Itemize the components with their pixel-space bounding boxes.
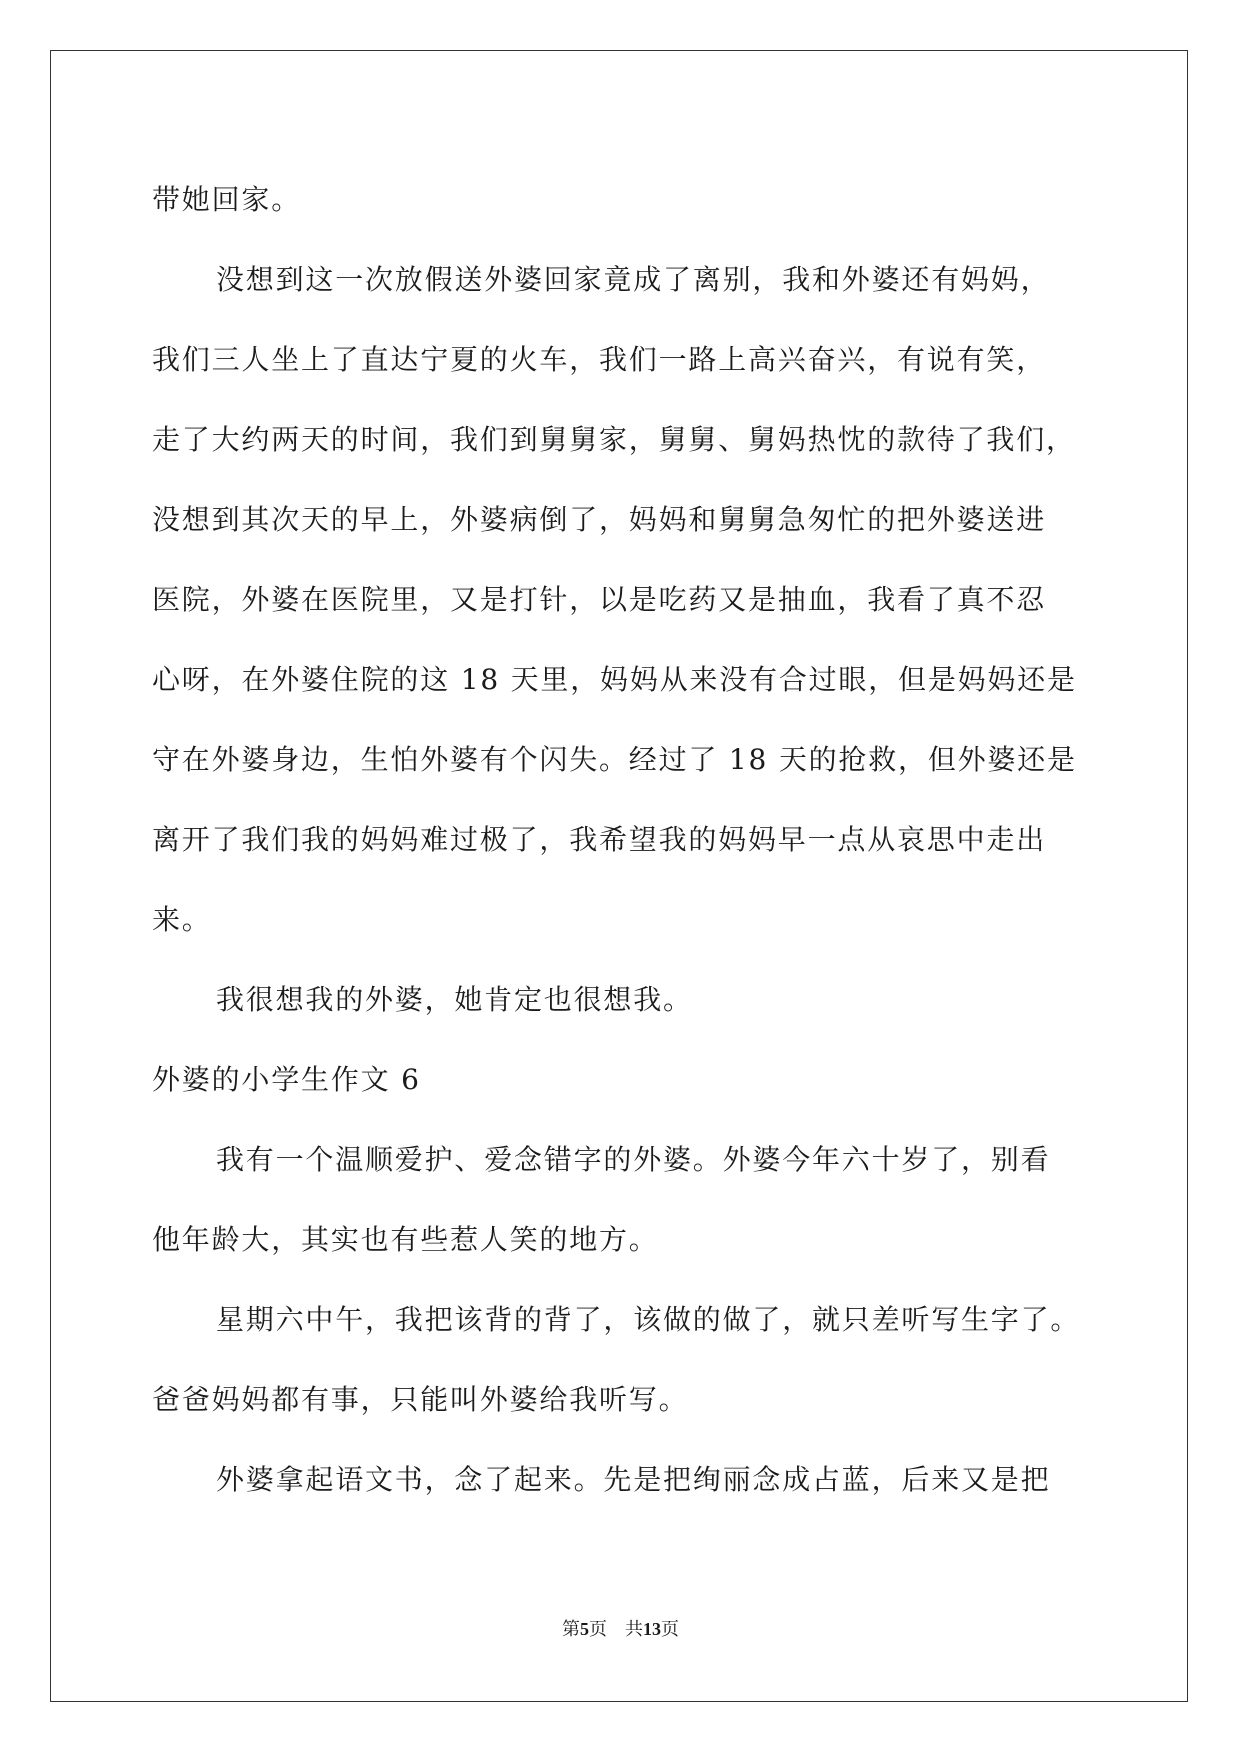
paragraph-line: 外婆拿起语文书，念了起来。先是把绚丽念成占蓝，后来又是把 <box>216 1463 1051 1496</box>
page-number: 5 <box>580 1619 589 1639</box>
text-line: 走了大约两天的时间，我们到舅舅家，舅舅、舅妈热忱的款待了我们， <box>152 423 1076 456</box>
text-line: 来。 <box>152 903 212 936</box>
text-line: 医院，外婆在医院里，又是打针，以是吃药又是抽血，我看了真不忍 <box>152 583 1047 616</box>
section-heading: 外婆的小学生作文 6 <box>152 1063 421 1096</box>
text-line: 没想到其次天的早上，外婆病倒了，妈妈和舅舅急匆忙的把外婆送进 <box>152 503 1047 536</box>
text-line: 爸爸妈妈都有事，只能叫外婆给我听写。 <box>152 1383 689 1416</box>
page-prefix: 第 <box>562 1619 580 1640</box>
paragraph-line: 我很想我的外婆，她肯定也很想我。 <box>216 983 693 1016</box>
total-pages: 13 <box>643 1619 661 1639</box>
text-line: 心呀，在外婆住院的这 18 天里，妈妈从来没有合过眼，但是妈妈还是 <box>152 663 1077 696</box>
text-line: 他年龄大，其实也有些惹人笑的地方。 <box>152 1223 659 1256</box>
paragraph-line: 我有一个温顺爱护、爱念错字的外婆。外婆今年六十岁了，别看 <box>216 1143 1051 1176</box>
text-line: 带她回家。 <box>152 183 302 216</box>
document-body <box>152 160 1092 1520</box>
total-prefix: 共 <box>625 1619 643 1640</box>
text-line: 我们三人坐上了直达宁夏的火车，我们一路上高兴奋兴，有说有笑， <box>152 343 1047 376</box>
page-suffix: 页 <box>589 1619 607 1640</box>
page-footer <box>0 1615 1241 1641</box>
text-line: 离开了我们我的妈妈难过极了，我希望我的妈妈早一点从哀思中走出 <box>152 823 1047 856</box>
paragraph-line: 星期六中午，我把该背的背了，该做的做了，就只差听写生字了。 <box>216 1303 1081 1336</box>
total-suffix: 页 <box>661 1619 679 1640</box>
text-line: 守在外婆身边，生怕外婆有个闪失。经过了 18 天的抢救，但外婆还是 <box>152 743 1077 776</box>
paragraph-line: 没想到这一次放假送外婆回家竟成了离别，我和外婆还有妈妈， <box>216 263 1051 296</box>
